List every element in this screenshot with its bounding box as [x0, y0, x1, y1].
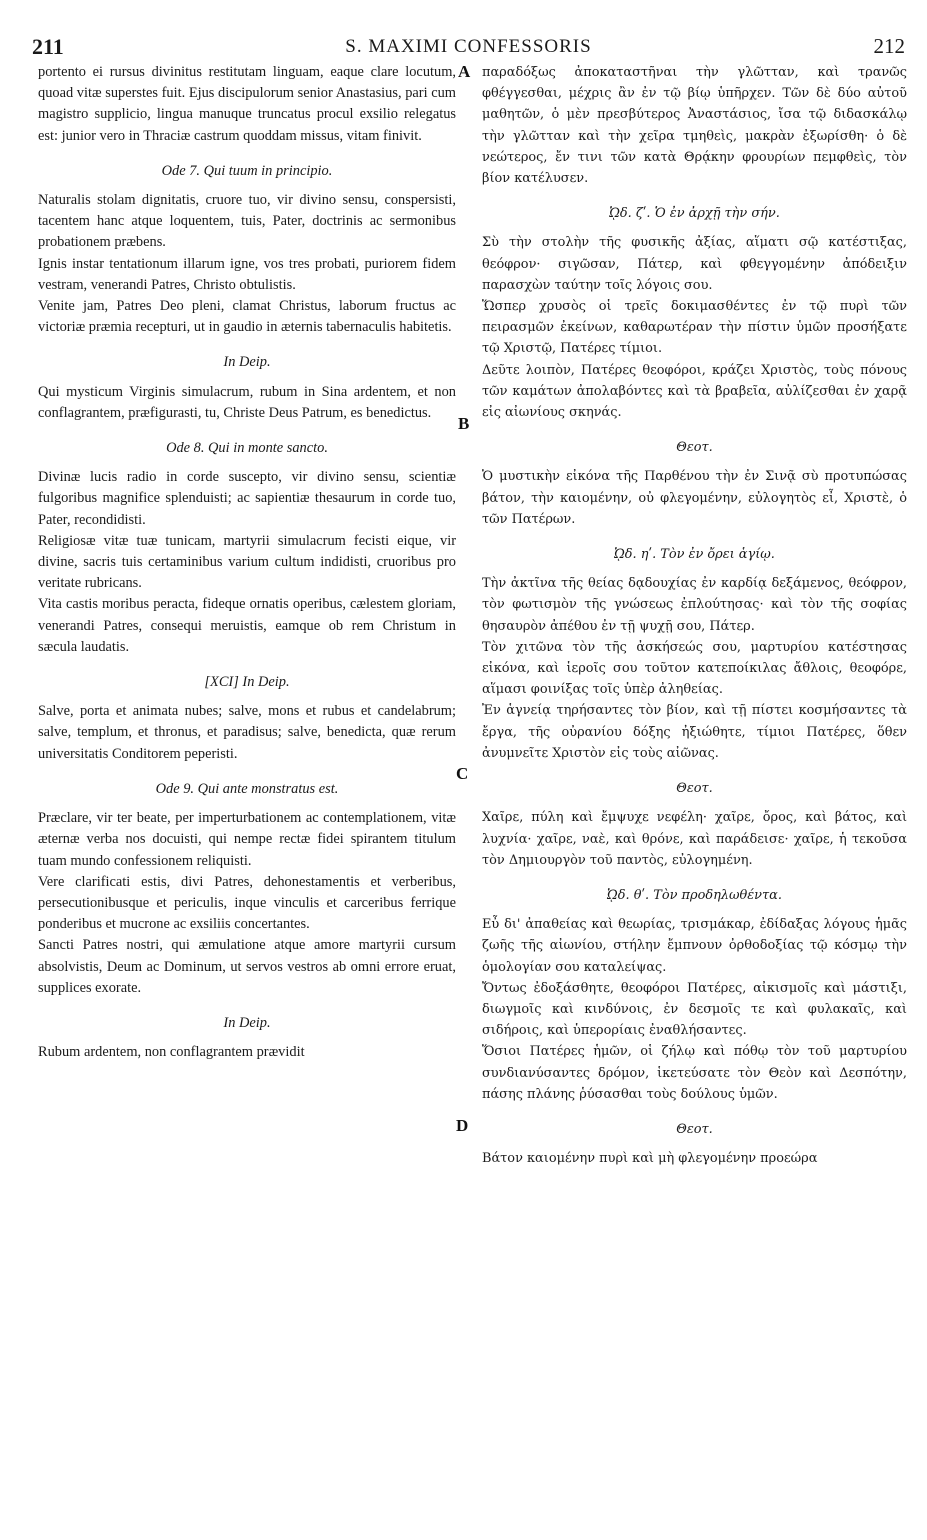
- greek-heading-theot: Θεοτ.: [676, 781, 713, 797]
- greek-paragraph: Ὄντως ἐδοξάσθητε, θεοφόροι Πατέρες, αἰκισμοῖς καὶ μάστιξι, διωγμοῖς καὶ κινδύνοις, ἐν δεσμοῖς τε καὶ φυλακαῖς, καὶ σιδήροις, καὶ ὑπερορίαις ἐναθλήσαντες.: [482, 980, 907, 1039]
- section-marker-b: B: [458, 414, 470, 433]
- latin-paragraph: Rubum ardentem, non conflagrantem prævidit: [38, 1044, 305, 1061]
- section-marker-a: A: [458, 62, 471, 81]
- latin-heading-in-deip: [XCI] In Deip.: [204, 674, 290, 691]
- latin-paragraph: Præclare, vir ter beate, per imperturbationem ac contemplationem, vitæ æternæ verba nos docuisti, qui nempe rectæ fidei spirantem titulum tuam mundo confessionem reliquisti.: [38, 810, 456, 869]
- latin-paragraph: portento ei rursus divinitus restitutam linguam, eaque clare locutum, quoad vitæ superstes fuit. Ejus discipulorum senior Anastasius, pari cum magistro supplicio, lingua manuque truncatus procul exsilio relegatus est: junior vero in Thraciæ castrum quoddam missus, vitam finivit.: [38, 64, 456, 144]
- greek-column: [482, 62, 907, 1169]
- greek-paragraph: Χαῖρε, πύλη καὶ ἔμψυχε νεφέλη· χαῖρε, ὄρος, καὶ βάτος, καὶ λυχνία· χαῖρε, ναὲ, καὶ θρόνε, καὶ παράδεισε· χαῖρε, ἡ τεκοῦσα τὸν Δημιουργὸν τοῦ παντὸς, εὐλογημένη.: [482, 810, 907, 868]
- greek-paragraph: Ὅσιοι Πατέρες ἡμῶν, οἱ ζήλῳ καὶ πόθῳ τὸν τοῦ μαρτυρίου συνδιανύσαντες δρόμον, ἱκετεύσατε τὸν Θεὸν καὶ Δεσπότην, πάσης πλάνης ῥύσασθαι τοὺς δούλους ὑμῶν.: [482, 1044, 907, 1102]
- greek-heading-ode-9: ᾨδ. θʹ. Τὸν προδηλωθέντα.: [607, 887, 782, 903]
- latin-heading-ode-8: Ode 8. Qui in monte sancto.: [166, 440, 328, 457]
- greek-heading-theot: Θεοτ.: [676, 1121, 713, 1137]
- latin-paragraph: Vita castis moribus peracta, fideque ornatis operibus, cælestem gloriam, venerandi Patres, consequi meruistis, eamque ob rem Christum in sæcula laudatis.: [38, 596, 456, 655]
- latin-paragraph: Sancti Patres nostri, qui æmulatione atque amore martyrii cursum absolvistis, Deum ac Dominum, ut servos vestros ab omni errore eruat, supplices exorate.: [38, 937, 456, 996]
- page-header: [28, 34, 909, 64]
- latin-heading-in-deip: In Deip.: [223, 1014, 271, 1031]
- latin-paragraph: Divinæ lucis radio in corde suscepto, vir divino sensu, scientiæ fulgoribus magnifice splenduisti; ac sapientiæ thesaurum in corde tuo, Pater, recondidisti.: [38, 469, 456, 528]
- greek-heading-theot: Θεοτ.: [676, 440, 713, 456]
- latin-heading-ode-7: Ode 7. Qui tuum in principio.: [161, 162, 333, 179]
- greek-paragraph: Ἐν ἁγνείᾳ τηρήσαντες τὸν βίον, καὶ τῇ πίστει κοσμήσαντες τὰ ἔργα, τῆς οὐρανίου δόξης ἠξιώθητε, τίμιοι Πατέρες, ὅθεν ἀνυμνεῖτε Χριστὸν εἰς τοὺς αἰῶνας.: [482, 703, 907, 761]
- greek-paragraph: Τὸν χιτῶνα τὸν τῆς ἀσκήσεώς σου, μαρτυρίου κατέστησας εἰκόνα, καὶ ἱεροῖς σου τοῦτον κατεποίκιλας ἄθλοις, θεοφόρε, αἵμασι φοινίξας τοῖς ὑπὲρ ἀληθείας.: [482, 639, 907, 698]
- greek-paragraph: Εὖ δι' ἀπαθείας καὶ θεωρίας, τρισμάκαρ, ἐδίδαξας λόγους ἡμᾶς ζωῆς τῆς αἰωνίου, στήλην ἔμπνουν ὀρθοδοξίας τῷ κόσμῳ τὴν ὁμολογίαν σου καταλείψας.: [482, 917, 907, 975]
- latin-paragraph: Salve, porta et animata nubes; salve, mons et rubus et candelabrum; salve, templum, et thronus, et paradisus; salve, benedicta, quæ rerum universitatis Conditorem peperisti.: [38, 703, 456, 762]
- greek-paragraph: Σὺ τὴν στολὴν τῆς φυσικῆς ἀξίας, αἵματι σῷ κατέστιξας, θεόφρον· σιγῶσαν, Πάτερ, καὶ φθεγγομένην ἀπόδειξιν παρασχὼν ταύτην τοῖς λόγοις σου.: [482, 235, 907, 293]
- latin-paragraph: Vere clarificati estis, divi Patres, dehonestamentis et verberibus, persecutionibusque et periculis, inque vinculis et carceribus ferrique ponderibus et mucrone ac exsiliis concertantes.: [38, 873, 456, 933]
- page-number-left: 211: [32, 34, 64, 59]
- greek-paragraph: Βάτον καιομένην πυρὶ καὶ μὴ φλεγομένην προεώρα: [482, 1151, 818, 1167]
- latin-paragraph: Venite jam, Patres Deo pleni, clamat Christus, laborum fructus ac victoriæ præmia recepturi, ut in gaudio in æternis tabernaculis habitetis.: [38, 298, 456, 336]
- latin-column: [38, 62, 456, 1063]
- latin-paragraph: Ignis instar tentationum illarum igne, vos tres probati, puriorem fidem vestram, venerandi Patres, Christo obtulistis.: [38, 255, 456, 293]
- greek-paragraph: παραδόξως ἀποκαταστῆναι τὴν γλῶτταν, καὶ τρανῶς φθέγγεσθαι, μέχρις ἂν ἐν τῷ βίῳ ὑπῆρχεν. Τῶν δὲ δύο αὐτοῦ μαθητῶν, ὁ μὲν πρεσβύτερος Ἀναστάσιος, ἴσα τῷ διδασκάλῳ τὴν γλῶτταν καὶ τὴν χεῖρα τμηθεὶς, μακρὰν ἐξωρίσθη· ὁ δὲ νεώτερος, ἔν τινι τῶν κατὰ Θρᾴκην φρουρίων πεμφθεὶς, τὸν βίον κατέλυσεν.: [482, 65, 907, 187]
- greek-paragraph: Ὁ μυστικὴν εἰκόνα τῆς Παρθένου τὴν ἐν Σινᾷ σὺ προτυπώσας βάτον, τὴν καιομένην, οὐ φλεγομένην, εὐλογητὸς εἶ, Χριστὲ, ὁ τῶν Πατέρων.: [482, 469, 907, 527]
- latin-heading-ode-9: Ode 9. Qui ante monstratus est.: [155, 780, 339, 797]
- latin-paragraph: Naturalis stolam dignitatis, cruore tuo, vir divino sensu, conspersisti, tacentem hanc atque loquentem, tuis, Pater, doctrinis ac sermonibus probationem præbens.: [38, 192, 456, 251]
- latin-heading-in-deip: In Deip.: [223, 354, 271, 371]
- greek-heading-ode-8: ᾨδ. ηʹ. Τὸν ἐν ὄρει ἁγίῳ.: [614, 547, 775, 563]
- section-marker-c: C: [456, 764, 469, 783]
- running-title: S. MAXIMI CONFESSORIS: [345, 36, 592, 57]
- section-marker-d: D: [456, 1116, 469, 1135]
- greek-paragraph: Τὴν ἀκτῖνα τῆς θείας δᾳδουχίας ἐν καρδίᾳ δεξάμενος, θεόφρον, τὸν φωτισμὸν τῆς γνώσεως ἐπλούτησας· καὶ τὸν τῆς σοφίας θησαυρὸν ἀπέθου ἐν τῇ ψυχῇ σου, Πάτερ.: [482, 576, 907, 634]
- greek-paragraph: Ὥσπερ χρυσὸς οἱ τρεῖς δοκιμασθέντες ἐν τῷ πυρὶ τῶν πειρασμῶν ἐκείνων, καθαρωτέραν τὴν πίστιν ὑμῶν προσήξατε τῷ Χριστῷ, Πατέρες τίμιοι.: [482, 299, 907, 357]
- greek-heading-ode-7: ᾨδ. ζʹ. Ὁ ἐν ἀρχῇ τὴν σήν.: [609, 206, 780, 222]
- latin-paragraph: Religiosæ vitæ tuæ tunicam, martyrii simulacrum fecisti eique, vir divine, sacris tuis certaminibus varium cultum indidisti, cruoribus pro veritate rubricans.: [38, 532, 456, 592]
- greek-paragraph: Δεῦτε λοιπὸν, Πατέρες θεοφόροι, κράζει Χριστὸς, τοὺς πόνους τῶν καμάτων ἀπολαβόντες καὶ τὰ βραβεῖα, αὐλίζεσθαι ἐν χαρᾷ εἰς αἰωνίους σκηνάς.: [482, 362, 907, 421]
- page-number-right: 212: [873, 34, 905, 58]
- latin-paragraph: Qui mysticum Virginis simulacrum, rubum in Sina ardentem, et non conflagrantem, præfigurasti, tu, Christe Deus Patrum, es benedictus.: [38, 383, 456, 421]
